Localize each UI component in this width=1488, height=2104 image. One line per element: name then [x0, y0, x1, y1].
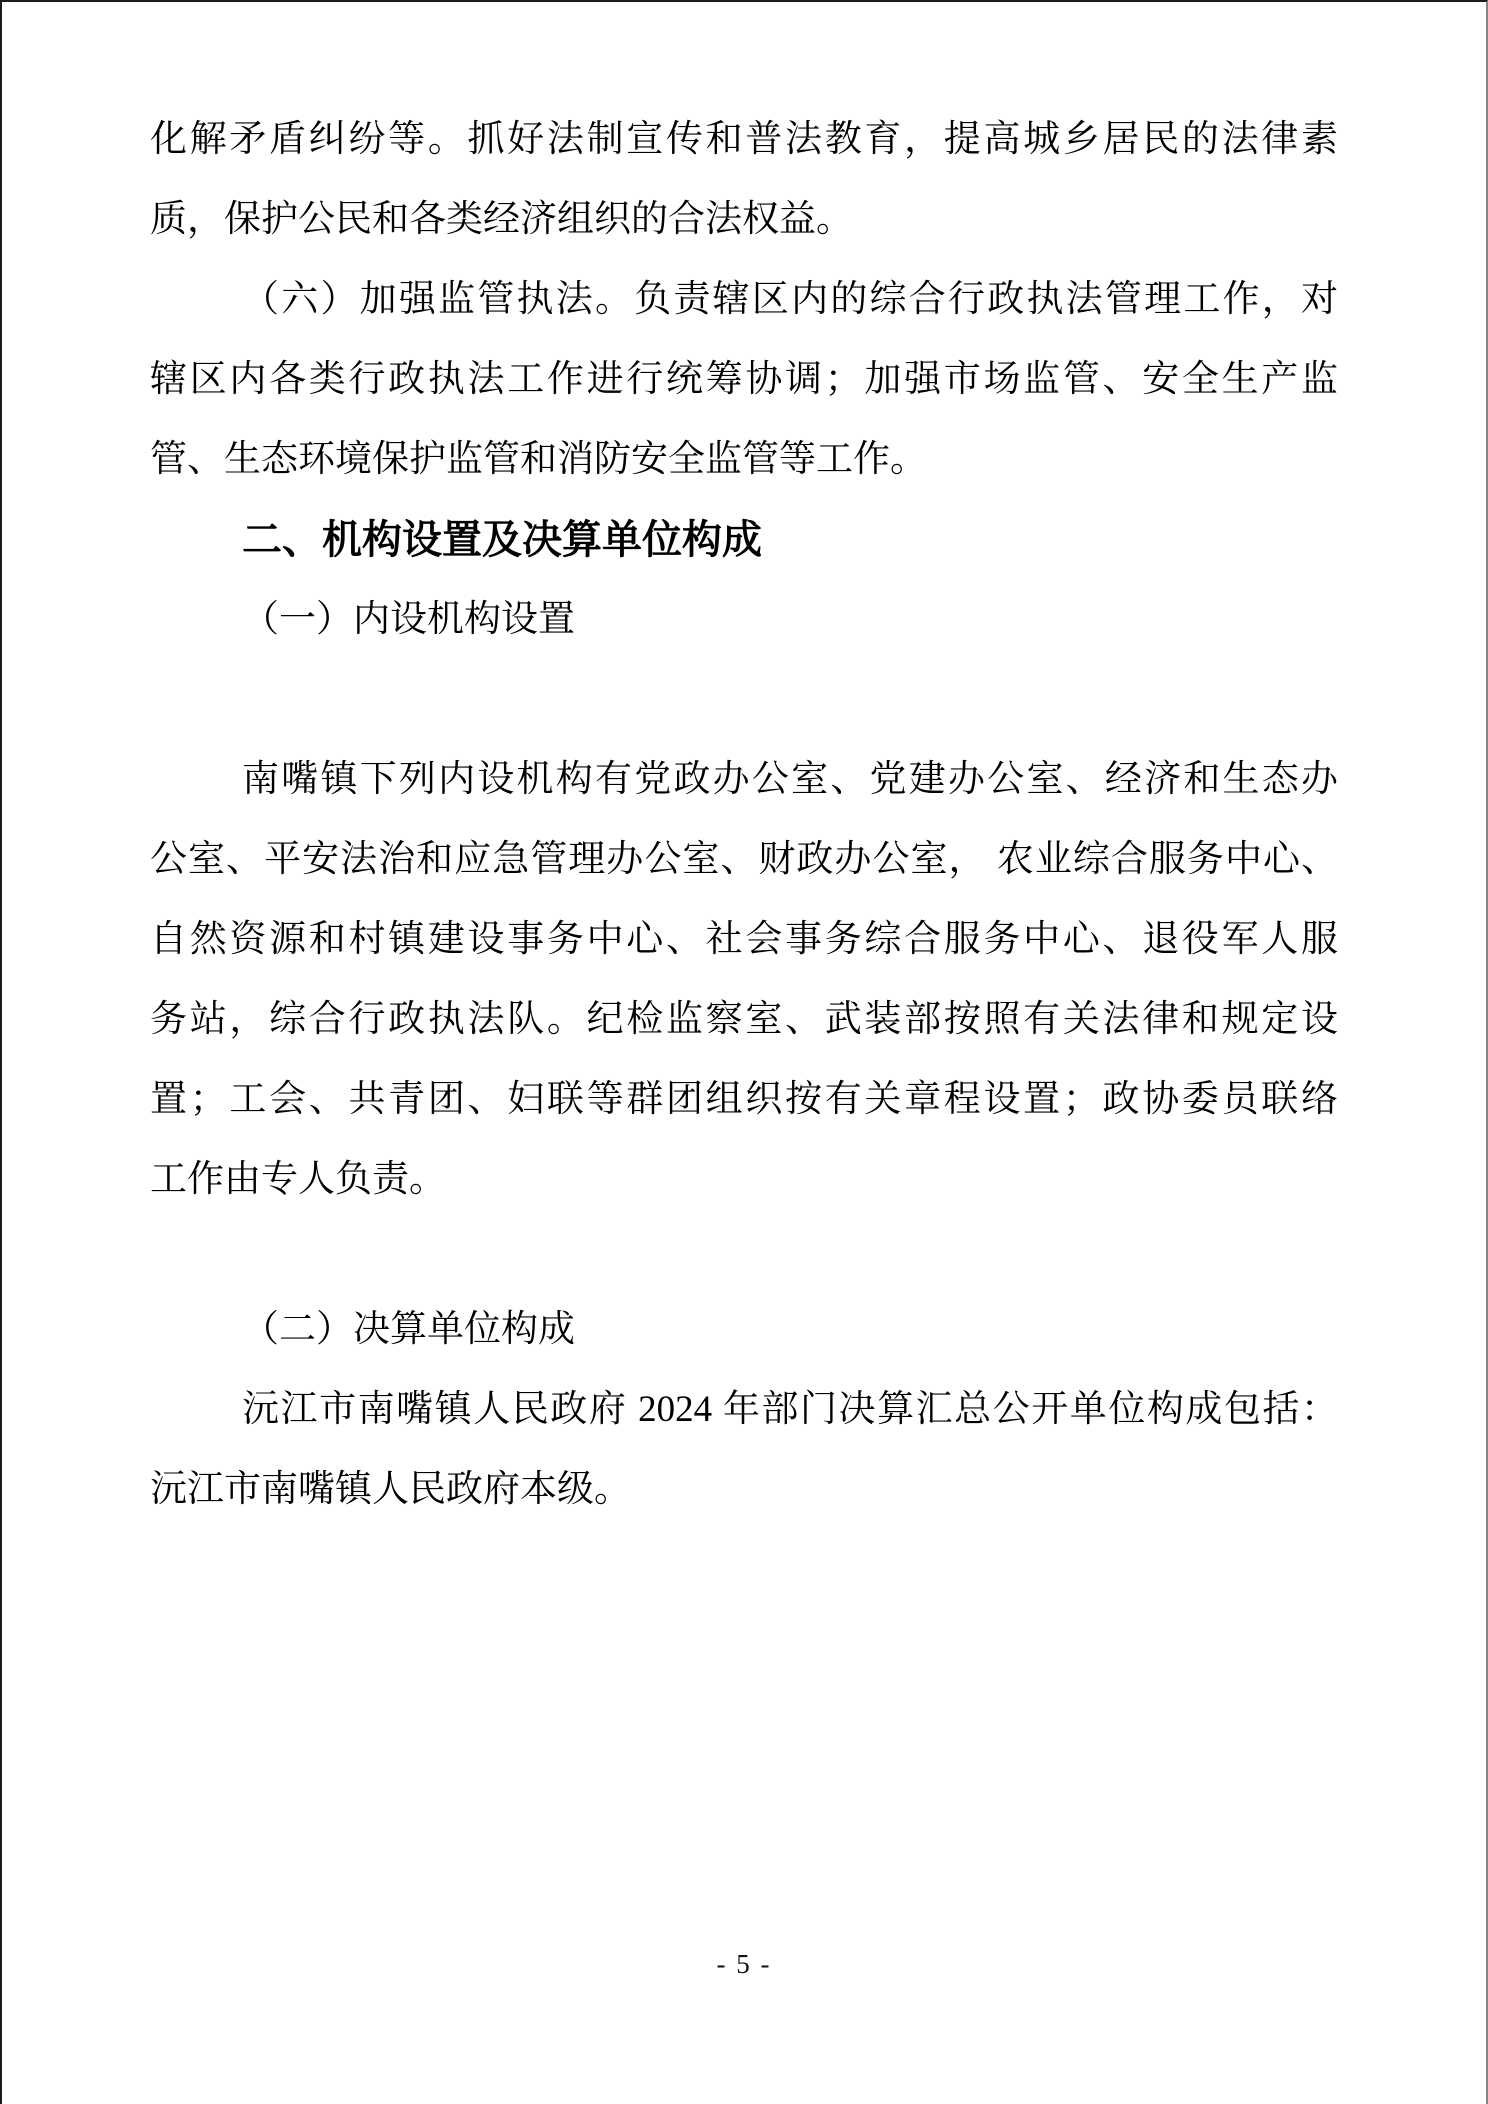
text-line: 化解矛盾纠纷等。抓好法制宣传和普法教育，提高城乡居民的法律素 [150, 119, 1338, 160]
blank-line [150, 660, 1338, 740]
text-line: 置；工会、共青团、妇联等群团组织按有关章程设置；政协委员联络 [150, 1079, 1338, 1120]
text-line: （一）内设机构设置 [242, 599, 575, 640]
text-line: 务站，综合行政执法队。纪检监察室、武装部按照有关法律和规定设 [150, 999, 1338, 1040]
text-line: 公室、平安法治和应急管理办公室、财政办公室， 农业综合服务中心、 [150, 839, 1338, 880]
text-line: 工作由专人负责。 [150, 1159, 446, 1200]
text-line: 管、生态环境保护监管和消防安全监管等工作。 [150, 439, 927, 480]
document-content [150, 100, 1338, 1530]
text-line: （二）决算单位构成 [242, 1309, 575, 1350]
text-line: 沅江市南嘴镇人民政府 2024 年部门决算汇总公开单位构成包括： [242, 1389, 1338, 1430]
text-line: 辖区内各类行政执法工作进行统筹协调；加强市场监管、安全生产监 [150, 359, 1338, 400]
page-number: - 5 - [716, 1949, 772, 1979]
text-line: 沅江市南嘴镇人民政府本级。 [150, 1469, 631, 1510]
section-heading: 二、机构设置及决算单位构成 [242, 518, 762, 562]
blank-line [150, 1220, 1338, 1290]
text-line: 质，保护公民和各类经济组织的合法权益。 [150, 199, 853, 240]
text-line: （六）加强监管执法。负责辖区内的综合行政执法管理工作，对 [242, 279, 1338, 320]
text-line: 南嘴镇下列内设机构有党政办公室、党建办公室、经济和生态办 [242, 759, 1338, 800]
text-line: 自然资源和村镇建设事务中心、社会事务综合服务中心、退役军人服 [150, 919, 1338, 960]
